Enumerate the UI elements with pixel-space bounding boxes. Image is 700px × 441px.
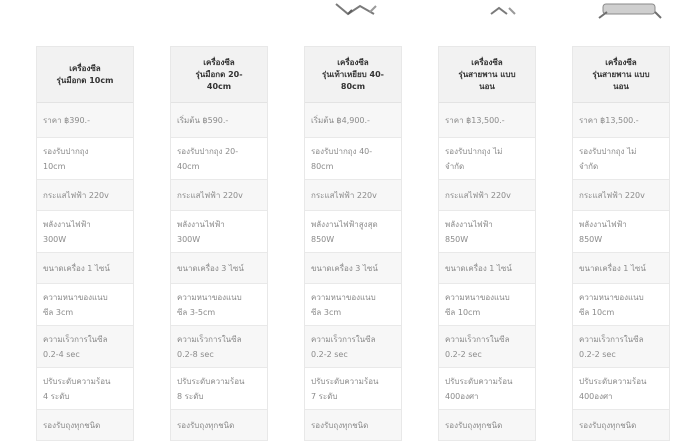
spec-text: ราคา ฿13,500.- [579, 115, 639, 125]
spec-text: รองรับถุงทุกชนิด [311, 420, 369, 430]
spec-text: กระแสไฟฟ้า 220v [311, 190, 377, 200]
spec-power [37, 211, 133, 253]
spec-machine-size [171, 253, 267, 284]
spec-text: ปรับระดับความร้อน 400องศา [445, 376, 513, 401]
spec-price [573, 103, 669, 138]
spec-power [439, 211, 535, 253]
spec-text: เริ่มต้น ฿590.- [177, 115, 229, 125]
spec-text: กระแสไฟฟ้า 220v [177, 190, 243, 200]
spec-text: รองรับปากถุง ไม่ จำกัด [579, 146, 637, 171]
spec-machine-size [573, 253, 669, 284]
product-image-band-sealer [485, 0, 525, 20]
spec-bag-width [305, 138, 401, 180]
spec-voltage [573, 180, 669, 211]
spec-text: ความเร็วการในซีล 0.2-8 sec [177, 334, 242, 359]
product-column [438, 46, 536, 441]
spec-bag-support [37, 410, 133, 441]
spec-bag-support [573, 410, 669, 441]
spec-seal-speed [171, 326, 267, 368]
product-column [304, 46, 402, 441]
spec-seal-speed [573, 326, 669, 368]
spec-text: ขนาดเครื่อง 3 ไซน์ [311, 263, 378, 273]
spec-price [439, 103, 535, 138]
spec-text: รองรับปากถุง 40- 80cm [311, 146, 373, 171]
spec-text: ความหนาของแนบ ซีล 3cm [311, 292, 376, 317]
spec-text: เริ่มต้น ฿4,900.- [311, 115, 370, 125]
spec-voltage [439, 180, 535, 211]
spec-text: ความหนาของแนบ ซีล 3-5cm [177, 292, 242, 317]
spec-text: ความหนาของแนบ ซีล 10cm [445, 292, 510, 317]
column-title: เครื่องซีล รุ่นสายพาน แบบ นอน [439, 47, 535, 103]
product-column [572, 46, 670, 441]
spec-voltage [171, 180, 267, 211]
spec-seal-speed [37, 326, 133, 368]
spec-text: รองรับถุงทุกชนิด [579, 420, 637, 430]
spec-text: พลังงานไฟฟ้าสูงสุด 850W [311, 219, 378, 244]
spec-price [305, 103, 401, 138]
spec-seal-thickness [37, 284, 133, 326]
spec-text: ปรับระดับความร้อน 4 ระดับ [43, 376, 111, 401]
spec-text: รองรับปากถุง 20- 40cm [177, 146, 239, 171]
spec-seal-thickness [439, 284, 535, 326]
spec-text: พลังงานไฟฟ้า 850W [445, 219, 493, 244]
spec-bag-width [573, 138, 669, 180]
spec-seal-speed [439, 326, 535, 368]
spec-text: ปรับระดับความร้อน 400องศา [579, 376, 647, 401]
spec-bag-width [171, 138, 267, 180]
spec-text: รองรับปากถุง 10cm [43, 146, 89, 171]
spec-voltage [37, 180, 133, 211]
spec-power [171, 211, 267, 253]
spec-text: ราคา ฿13,500.- [445, 115, 505, 125]
column-title: เครื่องซีล รุ่นสายพาน แบบ นอน [573, 47, 669, 103]
spec-seal-speed [305, 326, 401, 368]
product-image-foot-sealer [330, 0, 390, 20]
spec-bag-support [305, 410, 401, 441]
spec-text: พลังงานไฟฟ้า 300W [177, 219, 225, 244]
spec-machine-size [439, 253, 535, 284]
spec-text: ขนาดเครื่อง 1 ไซน์ [579, 263, 646, 273]
spec-text: ขนาดเครื่อง 3 ไซน์ [177, 263, 244, 273]
product-image-band-sealer-2 [595, 0, 665, 20]
spec-bag-support [439, 410, 535, 441]
product-images [0, 0, 700, 20]
spec-text: กระแสไฟฟ้า 220v [43, 190, 109, 200]
spec-text: ความเร็วการในซีล 0.2-2 sec [311, 334, 376, 359]
spec-text: กระแสไฟฟ้า 220v [579, 190, 645, 200]
spec-heat-levels [37, 368, 133, 410]
spec-machine-size [37, 253, 133, 284]
spec-power [573, 211, 669, 253]
column-title: เครื่องซีล รุ่นมือกด 10cm [37, 47, 133, 103]
spec-seal-thickness [171, 284, 267, 326]
spec-text: ขนาดเครื่อง 1 ไซน์ [445, 263, 512, 273]
spec-seal-thickness [573, 284, 669, 326]
spec-text: ความหนาของแนบ ซีล 10cm [579, 292, 644, 317]
spec-heat-levels [439, 368, 535, 410]
spec-text: ความหนาของแนบ ซีล 3cm [43, 292, 108, 317]
spec-text: รองรับปากถุง ไม่ จำกัด [445, 146, 503, 171]
spec-price [171, 103, 267, 138]
spec-bag-support [171, 410, 267, 441]
spec-text: ปรับระดับความร้อน 7 ระดับ [311, 376, 379, 401]
spec-text: ความเร็วการในซีล 0.2-2 sec [579, 334, 644, 359]
spec-text: รองรับถุงทุกชนิด [445, 420, 503, 430]
spec-text: ปรับระดับความร้อน 8 ระดับ [177, 376, 245, 401]
spec-text: ความเร็วการในซีล 0.2-2 sec [445, 334, 510, 359]
product-column [170, 46, 268, 441]
spec-text: รองรับถุงทุกชนิด [43, 420, 101, 430]
column-title: เครื่องซีล รุ่นเท้าเหยียบ 40- 80cm [305, 47, 401, 103]
spec-machine-size [305, 253, 401, 284]
spec-text: รองรับถุงทุกชนิด [177, 420, 235, 430]
spec-price [37, 103, 133, 138]
product-column [36, 46, 134, 441]
spec-text: พลังงานไฟฟ้า 850W [579, 219, 627, 244]
spec-bag-width [37, 138, 133, 180]
spec-bag-width [439, 138, 535, 180]
spec-text: กระแสไฟฟ้า 220v [445, 190, 511, 200]
spec-heat-levels [305, 368, 401, 410]
spec-voltage [305, 180, 401, 211]
spec-seal-thickness [305, 284, 401, 326]
spec-text: ความเร็วการในซีล 0.2-4 sec [43, 334, 108, 359]
spec-text: ราคา ฿390.- [43, 115, 90, 125]
spec-text: พลังงานไฟฟ้า 300W [43, 219, 91, 244]
spec-heat-levels [573, 368, 669, 410]
spec-text: ขนาดเครื่อง 1 ไซน์ [43, 263, 110, 273]
column-title: เครื่องซีล รุ่นมือกด 20- 40cm [171, 47, 267, 103]
spec-heat-levels [171, 368, 267, 410]
spec-power [305, 211, 401, 253]
